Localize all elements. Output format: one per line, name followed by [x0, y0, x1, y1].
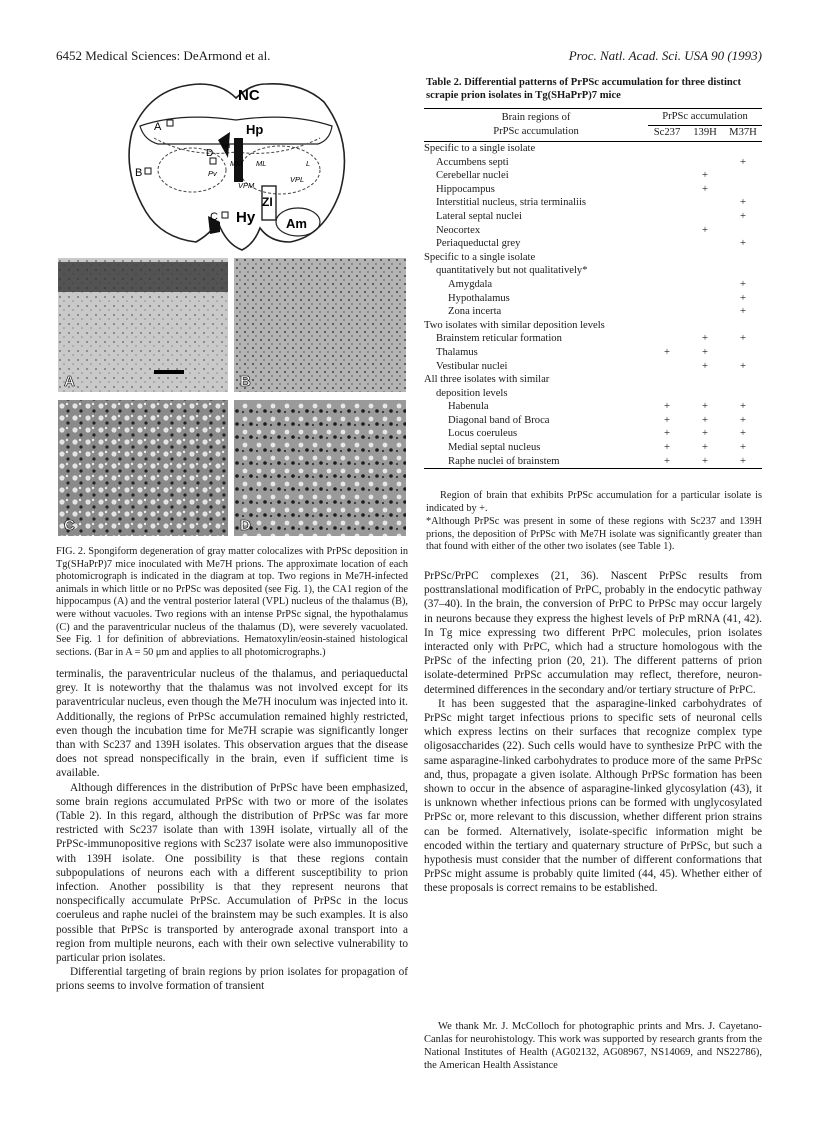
photomicrograph-panels [58, 258, 406, 536]
table-row-label: Zona incerta [448, 306, 502, 318]
table-mark [724, 224, 762, 238]
table-row-label: Accumbens septi [436, 156, 509, 168]
table-row-label: deposition levels [436, 387, 508, 399]
table-mark [648, 156, 686, 170]
table-row [424, 441, 762, 455]
table-mark [648, 142, 686, 156]
table-row-label: Periaqueductal grey [436, 238, 521, 250]
panel-c-label: C [64, 517, 75, 534]
label-l: L [306, 159, 311, 168]
table-mark [648, 373, 686, 387]
brain-section-diagram [110, 72, 360, 252]
table-mark: + [740, 292, 746, 304]
table-mark [724, 319, 762, 333]
table-mark: + [740, 414, 746, 426]
label-d: D [206, 148, 214, 159]
label-c: C [210, 211, 218, 223]
table-row-label: All three isolates with similar [424, 374, 550, 386]
table-mark: + [664, 414, 670, 426]
panel-a-label: A [64, 373, 75, 390]
table-row-label: quantitatively but not qualitatively* [436, 265, 588, 277]
table-row [424, 332, 762, 346]
table-row-label: Specific to a single isolate [424, 143, 536, 154]
table-row-label: Brainstem reticular formation [436, 333, 562, 345]
label-vpm: VPM [238, 181, 255, 190]
table-mark [648, 305, 686, 319]
table-row [424, 237, 762, 251]
table-mark [724, 373, 762, 387]
table-row [424, 305, 762, 319]
label-hy: Hy [236, 209, 256, 226]
table-mark: + [702, 183, 708, 195]
table-row-label: Raphe nuclei of brainstem [448, 455, 560, 467]
table-isolate-header: M37H [729, 127, 757, 139]
left-column [56, 667, 408, 994]
acknowledgments [424, 1020, 762, 1072]
table-mark: + [740, 442, 746, 454]
table-mark [648, 319, 686, 333]
table-mark: + [664, 428, 670, 440]
left-paragraph-1: terminalis, the paraventricular nucleus of the thalamus, and periaqueductal grey. It is noteworthy that the thalamus was not involved except for its paraventricular nucleus, even though the Me7H inoculum was injected into it. Additionally, the regions of PrPSc accumulation remained highly restricted, even though the incubation time for Me7H scrapie was significantly longer than with Sc237 and 139H isolates. This observation argues that the disease does not spread nonspecifically in the brain, even if sufficient time is available. [56, 668, 408, 780]
table-row-label: Locus coeruleus [448, 428, 518, 440]
table-mark [648, 224, 686, 238]
table-row [424, 278, 762, 292]
table-group-header: PrPSc accumulation [648, 109, 762, 126]
table-row-label: Neocortex [436, 224, 481, 236]
table-mark [686, 373, 724, 387]
table-mark [686, 292, 724, 306]
table-mark: + [740, 238, 746, 250]
table-row [424, 400, 762, 414]
figure-caption: FIG. 2. Spongiform degeneration of gray matter colocalizes with PrPSc deposition in Tg(SHaPrP)7 mice inoculated with Me7H prions. The approximate location of each photomicrograph is indicated in the diagram at top. Two regions in Me7H-infected animals in which little or no PrPSc was deposited (see Fig. 1), the CA1 region of the hippocampus (A) and the ventral posterior lateral (VPL) nucleus of the thalamus (B), were without vacuoles. Two regions with an intense PrPSc signal, the hypothalamus (C) and the paraventricular nucleus of the thalamus (D), were severely vacuolated. See Fig. 1 for definition of abbreviations. Hematoxylin/eosin-stained histological sections. (Bar in A = 50 μm and applies to all photomicrographs.) [56, 546, 408, 658]
table-mark: + [702, 455, 708, 467]
table-mark [648, 210, 686, 224]
table-mark [648, 292, 686, 306]
label-b: B [135, 167, 143, 179]
page-header-right: Proc. Natl. Acad. Sci. USA 90 (1993) [568, 48, 762, 63]
table-mark: + [702, 170, 708, 182]
table-mark [686, 319, 724, 333]
table-2 [424, 108, 762, 469]
table-mark [648, 278, 686, 292]
table-mark [686, 387, 724, 401]
table-mark: + [740, 428, 746, 440]
table-row [424, 183, 762, 197]
table-mark: + [664, 455, 670, 467]
table-row [424, 156, 762, 170]
table-mark: + [664, 401, 670, 413]
table-mark [686, 237, 724, 251]
table-mark [686, 305, 724, 319]
table-mark: + [702, 360, 708, 372]
left-paragraph-2: Although differences in the distribution of PrPSc have been emphasized, some brain regions accumulated PrPSc with two or more of the isolates (Table 2). In this regard, although the distribution of PrPSc was far more restricted with Sc237 isolate than with 139H isolate, virtually all of the PrPSc-immunopositive regions with Sc237 isolate were also immunopositive with 139H isolate. One possibility is that these regions contain subpopulations of neurons each with a different susceptibility to prion infection. Another possibility is that they represent neurons that nonspecifically accumulate PrPSc. Accumulation of PrPSc in the locus coeruleus and raphe nuclei of the brainstem may be such examples. It is also possible that PrPSc is transported by anterograde axonal transport into a region from multiple neurons, each with their own selective vulnerability to particular prion isolates. [56, 781, 408, 965]
table-mark: + [702, 428, 708, 440]
table-row-label: Specific to a single isolate [424, 251, 536, 263]
table-row [424, 427, 762, 441]
label-nc: NC [238, 87, 260, 104]
table-mark [648, 387, 686, 401]
table-mark: + [740, 455, 746, 467]
table-mark: + [740, 306, 746, 318]
label-ml: ML [256, 159, 267, 168]
table-body [424, 142, 762, 469]
table-mark: + [702, 346, 708, 358]
table-row-label: Thalamus [436, 346, 478, 358]
table-mark [686, 142, 724, 156]
table-mark [648, 169, 686, 183]
table-mark [724, 169, 762, 183]
table-mark [686, 156, 724, 170]
table-mark: + [702, 401, 708, 413]
table-row-label: Diagonal band of Broca [448, 414, 550, 426]
label-hb: Hb [222, 143, 231, 150]
table-mark: + [740, 278, 746, 290]
table-mark: + [740, 401, 746, 413]
acknowledgments-text: We thank Mr. J. McColloch for photographic prints and Mrs. J. Cayetano-Canlas for neurohistology. This work was supported by research grants from the National Institutes of Health (AG02132, AG08967, NS14069, and NS22786), the American Health Assistance [424, 1021, 762, 1071]
label-pv: Pv [208, 169, 217, 178]
table-footnote-2: *Although PrPSc was present in some of these regions with Sc237 and 139H prions, the deposition of PrPSc with Me7H isolate was significantly greater than that found with either of the other two isolates (see Table 1). [426, 516, 762, 553]
table-mark [724, 346, 762, 360]
table-row-label: Medial septal nucleus [448, 442, 541, 454]
table-mark [648, 360, 686, 374]
right-paragraph-1: PrPSc/PrPC complexes (21, 36). Nascent PrPSc results from posttranslational modification of PrPC, probably in the endocytic pathway (37–40). In the brain, the conversion of PrPC to PrPSc may occur largely in neurons because they express the highest levels of PrP mRNA (41, 42). In Tg mice expressing two different PrPC molecules, prion isolates interacted only with PrPC, which had a structure homologous with the PrPSc of the infecting prion (20, 21). The different patterns of prion isolate-determined PrPSc accumulation may reflect, therefore, neuron-determined differences in the secondary and/or tertiary structure of PrPC. [424, 570, 762, 696]
label-a: A [154, 121, 162, 133]
table-mark: + [702, 224, 708, 236]
label-zi: ZI [262, 195, 273, 209]
table-row [424, 346, 762, 360]
table-isolate-header: 139H [693, 127, 717, 139]
table-mark [686, 278, 724, 292]
table-row [424, 455, 762, 469]
table-mark [648, 196, 686, 210]
table-col-header-1: Brain regions of [501, 112, 571, 124]
table-mark [648, 332, 686, 346]
table-mark: + [740, 197, 746, 209]
table-mark [686, 264, 724, 278]
table-mark [648, 264, 686, 278]
label-vpl: VPL [290, 175, 305, 184]
table-row [424, 319, 762, 333]
table-row [424, 264, 762, 278]
table-row [424, 224, 762, 238]
table-row [424, 169, 762, 183]
table-footnote-1: Region of brain that exhibits PrPSc accumulation for a particular isolate is indicated by +. [426, 490, 762, 514]
page-header-left: 6452 Medical Sciences: DeArmond et al. [56, 48, 271, 63]
table-row-label: Cerebellar nuclei [436, 170, 509, 182]
table-mark [686, 196, 724, 210]
table-mark: + [740, 156, 746, 168]
table-mark [648, 237, 686, 251]
table-row [424, 142, 762, 156]
label-hp: Hp [246, 122, 264, 137]
table-row-label: Habenula [448, 401, 489, 413]
table-row [424, 210, 762, 224]
table-mark [648, 251, 686, 265]
table-mark [724, 142, 762, 156]
table-row [424, 292, 762, 306]
table-row-label: Interstitial nucleus, stria terminaliis [436, 197, 587, 209]
table-mark: + [702, 414, 708, 426]
table-mark [724, 264, 762, 278]
table-mark [686, 210, 724, 224]
table-mark: + [740, 360, 746, 372]
left-paragraph-3: Differential targeting of brain regions by prion isolates for propagation of prions seems to involve formation of transient [56, 966, 408, 993]
table-mark: + [664, 442, 670, 454]
table-row [424, 251, 762, 265]
table-mark: + [702, 442, 708, 454]
label-am: Am [286, 216, 307, 231]
table-mark [648, 183, 686, 197]
table-caption: Table 2. Differential patterns of PrPSc accumulation for three distinct scrapie prion isolates in Tg(SHaPrP)7 mice [426, 77, 742, 101]
table-row-label: Hypothalamus [448, 292, 510, 304]
panel-b-label: B [240, 373, 251, 390]
label-mm: MM [230, 159, 243, 168]
right-paragraph-2: It has been suggested that the asparagine-linked carbohydrates of PrPSc might target infectious prions to specific sets of neuronal cells which express lectins on their surfaces that recognize complex type oligosaccharides (22). Such cells would have to synthesize PrPC with the same asparagine-linked carbohydrates to produce more of the same PrPSc and, thus, propagate a given isolate. Although PrPSc formation has been shown to occur in the absence of asparagine-linked glycosylation (43), it is unknown whether infectious prions can be formed with unglycosylated PrPSc or, more relevant to this discussion, whether different prion strains can be formed. Alternatively, isolate-specific information might be encoded within the tertiary and quaternary structure of PrPSc, but such a hypothesis must consider that the number of different conformations that PrPSc might assume is probably quite limited (44, 45). Whether either of these proposals is correct remains to be established. [424, 697, 762, 895]
table-row-label: Hippocampus [436, 183, 495, 195]
right-column [424, 569, 762, 896]
table-row-label: Amygdala [448, 278, 493, 290]
table-mark: + [702, 333, 708, 345]
table-col-header-2: PrPSc accumulation [493, 126, 579, 137]
table-row [424, 373, 762, 387]
table-row [424, 387, 762, 401]
table-mark [724, 387, 762, 401]
table-mark [686, 251, 724, 265]
table-mark [724, 183, 762, 197]
table-isolate-header: Sc237 [653, 127, 681, 139]
table-row-label: Two isolates with similar deposition levels [424, 319, 605, 331]
table-mark: + [740, 210, 746, 222]
table-row [424, 196, 762, 210]
table-mark: + [740, 333, 746, 345]
table-mark: + [664, 346, 670, 358]
table-row [424, 360, 762, 374]
table-mark [724, 251, 762, 265]
table-row [424, 414, 762, 428]
panel-d-label: D [240, 517, 251, 534]
table-row-label: Vestibular nuclei [436, 360, 508, 372]
table-row-label: Lateral septal nuclei [436, 210, 522, 222]
